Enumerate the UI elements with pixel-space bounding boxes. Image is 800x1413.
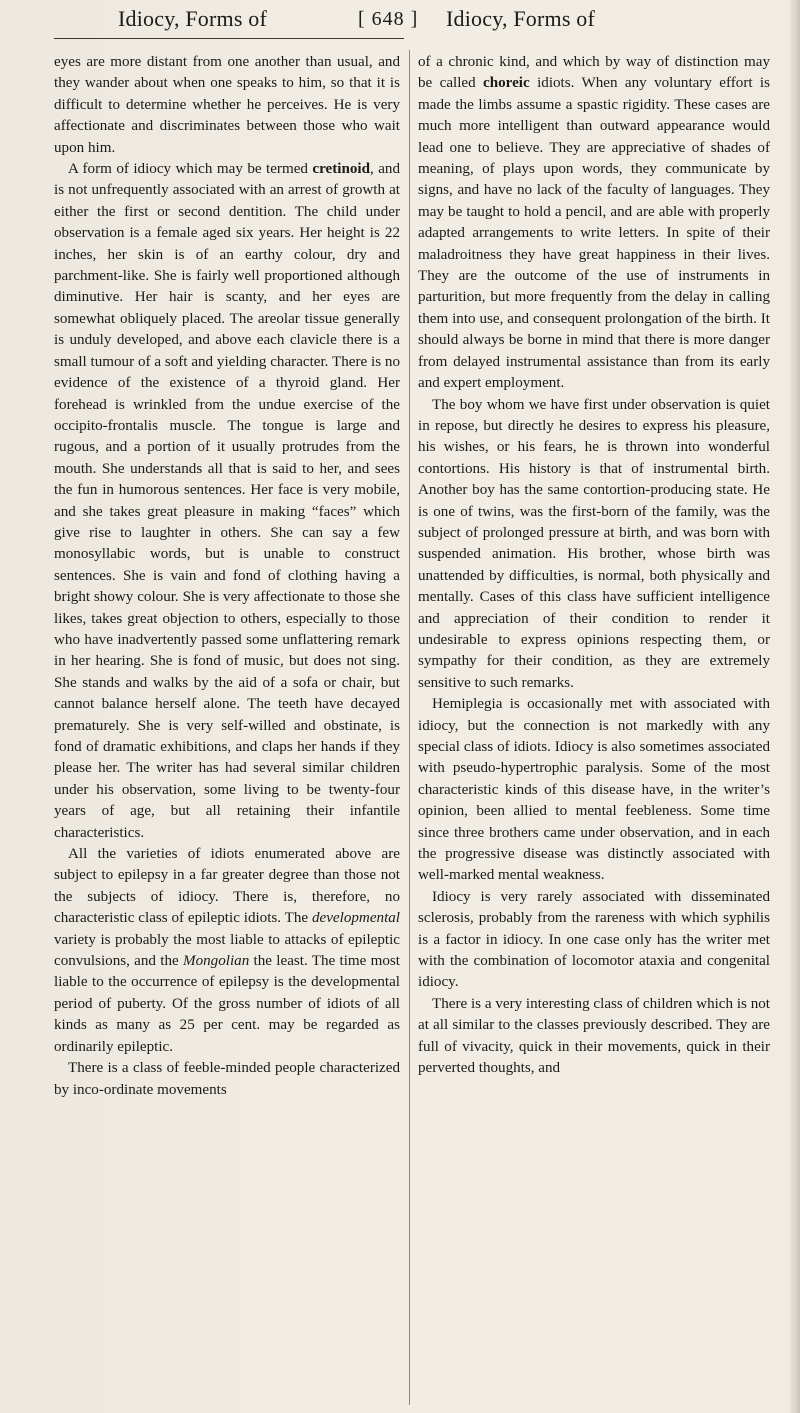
page-edge: [790, 0, 800, 1413]
paragraph-choreic: [418, 52, 770, 395]
text-run: the least. The time most liable to the occurrence of epilepsy is the developmental period of puberty. Of the gross number of idiots of all kinds as many as 25 per cent. may be regarded as ordinarily epileptic.: [54, 953, 400, 1055]
header-rule: [54, 38, 404, 39]
text-run: , and is not unfrequently associated with an arrest of growth at either the first or second dentition. The child under observation is a female aged six years. Her height is 22 inches, her skin is of an earthy colour, dry and parchment-like. She is fairly well proportioned although diminutive. Her hair is scanty, and her eyes are somewhat obliquely placed. The areolar tissue generally is unduly developed, and above each clavicle there is a small tumour of a soft and yielding character. There is no evidence of the existence of a thyroid gland. Her forehead is wrinkled from the undue exercise of the occipito-frontalis muscle. The tongue is large and rugous, and a portion of it usually protrudes from the mouth. She understands all that is said to her, and sees the fun in humorous sentences. Her face is very mobile, and she takes great pleasure in making “faces” which give rise to laughter in others. She can say a few monosyllabic words, but is unable to construct sentences. She is vain and fond of clothing having a bright showy colour. She is very affectionate to those she likes, takes great objection to others, especially to those who have inadvertently passed some unflattering remark in her hearing. She is fond of music, but does not sing. She stands and walks by the aid of a sofa or chair, but cannot balance herself alone. The teeth have decayed prematurely. She is very self-willed and obstinate, is fond of dramatic exhibitions, and claps her hands if they please her. The writer has had several similar children under his observation, some living to be twenty-four years of age, but all retaining their infantile characteristics.: [54, 161, 401, 841]
paragraph: eyes are more distant from one another than usual, and they wander about when one speaks to him, so that it is difficult to determine whether he perceives. He is very affectionate and discriminates between those who wait upon him.: [54, 54, 400, 156]
term-developmental: developmental: [311, 910, 400, 927]
running-head-left: Idiocy, Forms of: [118, 6, 268, 31]
text-run: of a chronic kind, and which by way of distinction may be called: [418, 54, 770, 92]
paragraph: The boy whom we have first under observation is quiet in repose, but directly he desires to express his pleasure, his wishes, or his fears, he is thrown into wonderful contortions. His history is that of instrumental birth. Another boy has the same contortion-producing state. He is one of twins, was the first-born of the family, was the subject of prolonged pressure at birth, and was born with suspended animation. His brother, whose birth was unattended by difficulties, is normal, both physically and mentally. Cases of this class have sufficient intelligence and appreciation of their condition to render it undesirable to express opinions respecting them, or sympathy for their condition, as they are extremely sensitive to such remarks.: [418, 396, 770, 691]
paragraph: Idiocy is very rarely associated with disseminated sclerosis, probably from the rareness with which syphilis is a factor in idiocy. In one case only has the writer met with the combination of locomotor ataxia and congenital idiocy.: [418, 888, 770, 991]
text-run: idiots. When any voluntary effort is made the limbs assume a spastic rigidity. These cases are much more intelligent than outward appearance would lead one to believe. They are appreciative of shades of meaning, of plays upon words, they communicate by signs, and have no lack of the faculty of languages. They may be taught to hold a pencil, and are able with properly adapted arrangements to write letters. In spite of their maladroitness they have great happiness in their lives. They are the outcome of the use of instruments in parturition, but more frequently from the delay in calling them into use, and consequent prolongation of the birth. It should always be borne in mind that there is more danger from delayed instrumental assistance than from its early and expert employment.: [418, 75, 770, 392]
text-run: variety is probably the most liable to attacks of epileptic convulsions, and the: [54, 931, 400, 970]
column-divider: [409, 50, 410, 1405]
term-choreic: choreic: [483, 75, 530, 92]
running-header: [0, 4, 800, 40]
text-run: All the varieties of idiots enumerated above are subject to epilepsy in a far greater degree than those not the subjects of idiocy. There is, therefore, no characteristic class of epileptic idiots. The: [54, 846, 400, 927]
paragraph: There is a class of feeble-minded people characterized by inco-ordinate movements: [54, 1060, 400, 1098]
page-number: [ 648 ]: [358, 8, 419, 30]
paragraph: Hemiplegia is occasionally met with associated with idiocy, but the connection is not markedly with any special class of idiots. Idiocy is also sometimes associated with pseudo-hypertrophic paralysis. Some of the most characteristic kinds of this disease have, in the writer’s opinion, been allied to mental feebleness. Some time since three brothers came under observation, and in each the progressive disease was distinctly associated with well-marked mental weakness.: [418, 696, 770, 884]
term-mongolian: Mongolian: [183, 953, 250, 970]
left-column: [54, 52, 400, 1101]
term-cretinoid: cretinoid: [312, 161, 370, 178]
running-head-right: Idiocy, Forms of: [446, 6, 596, 31]
text-run: A form of idiocy which may be termed: [68, 161, 313, 178]
paragraph-epilepsy: [54, 844, 400, 1058]
paragraph-cretinoid: [54, 159, 400, 844]
right-column: [418, 52, 770, 1080]
paragraph: There is a very interesting class of children which is not at all similar to the classes previously described. They are full of vivacity, quick in their movements, quick in their perverted thoughts, and: [418, 995, 770, 1077]
